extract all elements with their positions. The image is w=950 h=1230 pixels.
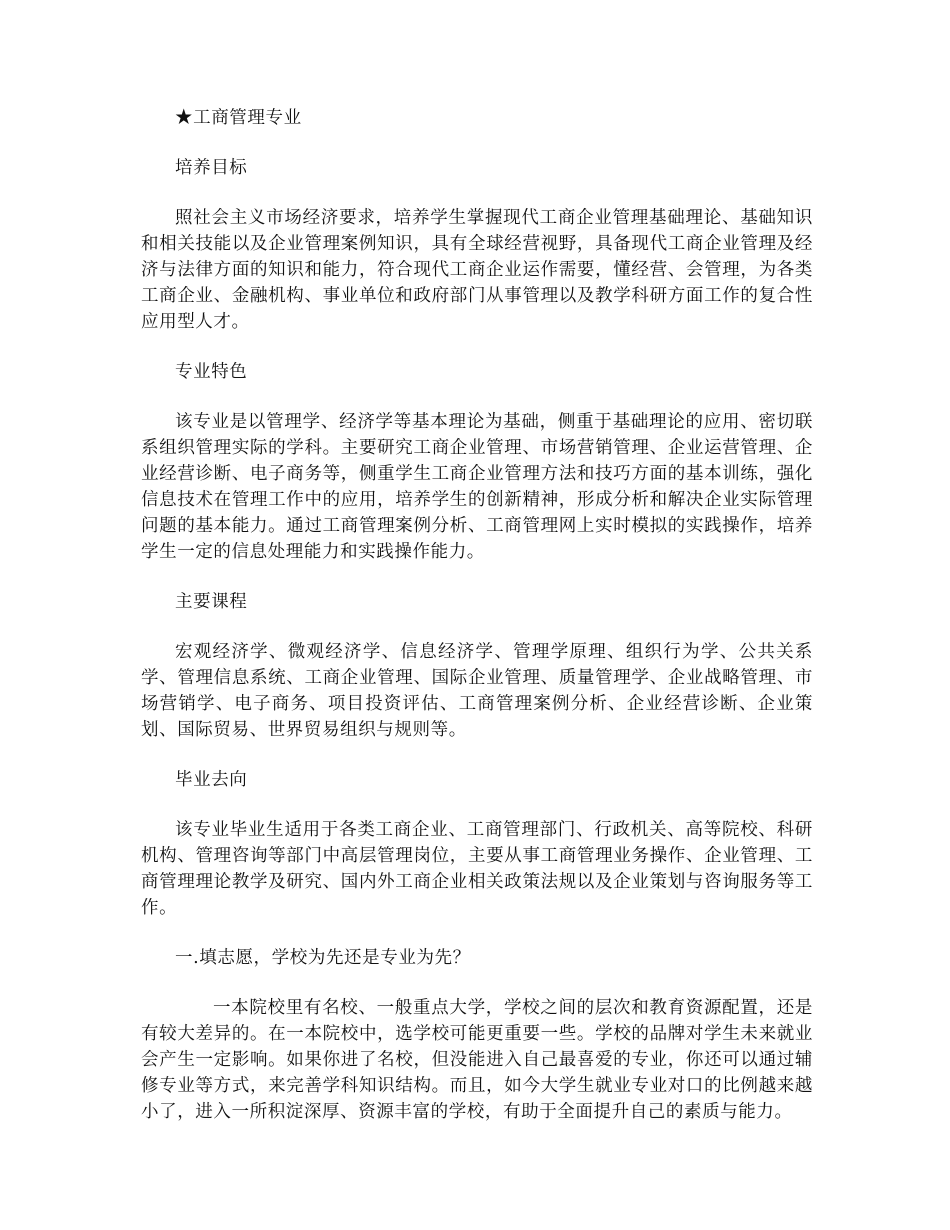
section-heading-courses: 主要课程 <box>175 592 248 612</box>
section-heading-training-goals: 培养目标 <box>175 158 248 178</box>
section-body-training-goals: 照社会主义市场经济要求，培养学生掌握现代工商企业管理基础理论、基础知识和相关技能以及企业管理案例知识，具有全球经营视野，具备现代工商企业管理及经济与法律方面的知识和能力，符合现代工商企业运作需要，懂经营、会管理，为各类工商企业、金融机构、事业单位和政府部门从事管理以及教学科研方面工作的复合性应用型人才。 <box>141 208 813 332</box>
section-body-career: 该专业毕业生适用于各类工商企业、工商管理部门、行政机关、高等院校、科研机构、管理咨询等部门中高层管理岗位，主要从事工商管理业务操作、企业管理、工商管理理论教学及研究、国内外工商企业相关政策法规以及企业策划与咨询服务等工作。 <box>141 820 813 918</box>
document-title: ★工商管理专业 <box>175 108 302 128</box>
document-page <box>141 105 813 1149</box>
section-heading-career: 毕业去向 <box>175 770 248 790</box>
section-heading-features: 专业特色 <box>175 362 248 382</box>
section-body-courses: 宏观经济学、微观经济学、信息经济学、管理学原理、组织行为学、公共关系学、管理信息系统、工商企业管理、国际企业管理、质量管理学、企业战略管理、市场营销学、电子商务、项目投资评估、工商管理案例分析、企业经营诊断、企业策划、国际贸易、世界贸易组织与规则等。 <box>141 642 813 740</box>
section-body-question: 一本院校里有名校、一般重点大学，学校之间的层次和教育资源配置，还是有较大差异的。在一本院校中，选学校可能更重要一些。学校的品牌对学生未来就业会产生一定影响。如果你进了名校，但没能进入自己最喜爱的专业，你还可以通过辅修专业等方式，来完善学科知识结构。而且，如今大学生就业专业对口的比例越来越小了，进入一所积淀深厚、资源丰富的学校，有助于全面提升自己的素质与能力。 <box>141 998 813 1122</box>
section-body-features: 该专业是以管理学、经济学等基本理论为基础，侧重于基础理论的应用、密切联系组织管理实际的学科。主要研究工商企业管理、市场营销管理、企业运营管理、企业经营诊断、电子商务等，侧重学生工商企业管理方法和技巧方面的基本训练，强化信息技术在管理工作中的应用，培养学生的创新精神，形成分析和解决企业实际管理问题的基本能力。通过工商管理案例分析、工商管理网上实时模拟的实践操作，培养学生一定的信息处理能力和实践操作能力。 <box>141 412 813 562</box>
section-heading-question: 一.填志愿，学校为先还是专业为先？ <box>175 948 471 968</box>
